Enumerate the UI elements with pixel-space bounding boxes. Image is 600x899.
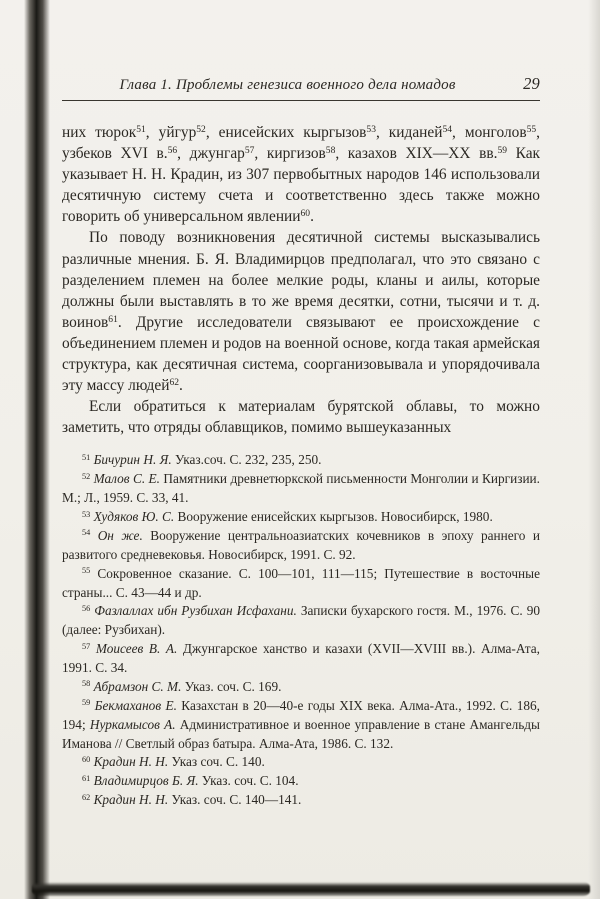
footnote-number: 59 xyxy=(82,698,91,708)
footnote-item xyxy=(62,451,540,470)
text-run: них тюрок xyxy=(62,124,137,141)
text-run: . Другие исследователи связывают ее происхождение с объединением племен и родов на военной основе, когда такая армейская структура, как десятичная система, соорганизовывала и упорядочивала эту массу людей xyxy=(62,313,540,395)
body-text xyxy=(62,122,540,438)
header-rule xyxy=(62,100,540,101)
footnote-number: 55 xyxy=(82,566,91,576)
page-content xyxy=(62,74,540,810)
footnote-number: 60 xyxy=(82,754,91,764)
author-name: Крадин Н. Н. xyxy=(93,754,169,770)
footnote-item xyxy=(62,565,540,603)
footnote-number: 62 xyxy=(82,792,91,802)
author-name: Худяков Ю. С. xyxy=(93,509,175,525)
author-name: Владимирцов Б. Я. xyxy=(93,773,199,789)
author-name: Бичурин Н. Я. xyxy=(93,452,172,468)
text-run: Вооружение енисейских кыргызов. Новосибирск, 1980. xyxy=(174,509,493,525)
footnote-ref: 58 xyxy=(325,144,336,156)
author-name: Абрамзон С. М. xyxy=(93,678,182,694)
footnote-item xyxy=(62,678,540,697)
author-name: Крадин Н. Н. xyxy=(93,792,169,808)
text-run: Записки бухарского гостя. М., 1976. С. 90 (далее: Рузбихан). xyxy=(62,603,541,638)
text-run: Административное и военное управление в стане Амангельды Иманова // Светлый образ батыра. Алма-Ата, 1986. С. 132. xyxy=(62,716,540,751)
footnote-ref: 53 xyxy=(366,123,376,135)
footnote-ref: 62 xyxy=(169,376,179,388)
footnote-number: 53 xyxy=(82,509,91,519)
author-name: Нуркамысов А. xyxy=(89,716,176,732)
text-run: Памятники древнетюркской письменности Монголии и Киргизии. М.; Л., 1959. С. 33, 41. xyxy=(62,471,541,506)
body-paragraph xyxy=(62,396,540,438)
body-paragraph xyxy=(62,122,540,227)
author-name: Малов С. Е. xyxy=(93,471,160,487)
footnote-ref: 54 xyxy=(442,123,453,135)
footnote-item xyxy=(62,640,540,678)
text-run: Указ.соч. С. 232, 235, 250. xyxy=(171,452,322,468)
footnote-ref: 57 xyxy=(244,144,255,156)
text-run: , джунгар xyxy=(177,145,245,163)
author-name: Моисеев В. А. xyxy=(95,641,178,657)
footnote-number: 58 xyxy=(82,679,91,689)
scan-bottom-edge xyxy=(32,882,590,896)
text-run: Вооружение центральноазиатских кочевников в эпоху раннего и развитого средневековья. Новосибирск, 1991. С. 92. xyxy=(62,527,540,562)
footnote-ref: 60 xyxy=(300,208,311,220)
body-paragraph xyxy=(62,227,540,396)
text-run: , узбеков XVI в. xyxy=(62,124,540,163)
footnote-item xyxy=(62,772,540,791)
author-name: Бекмаханов Е. xyxy=(94,697,177,713)
text-run: Указ. соч. С. 169. xyxy=(181,678,282,694)
footnote-ref: 56 xyxy=(167,144,178,156)
footnote-number: 57 xyxy=(82,641,91,651)
footnote-item xyxy=(62,508,540,527)
running-header xyxy=(62,74,540,94)
text-run: , уйгур xyxy=(145,124,197,141)
footnote-item xyxy=(62,697,540,754)
text-run: Указ соч. С. 140. xyxy=(168,754,265,770)
text-run: , киргизов xyxy=(254,145,326,163)
text-run: Если обратиться к материалам бурятской облавы, то можно заметить, что отряды облавщиков, помимо вышеуказанных xyxy=(62,398,540,437)
footnote-ref: 59 xyxy=(497,144,508,156)
footnote-item xyxy=(62,602,540,640)
text-run: Указ. соч. С. 140—141. xyxy=(168,792,302,808)
text-run: Джунгарское ханство и казахи (XVII—XVIII вв.). Алма-Ата, 1991. С. 34. xyxy=(62,641,540,676)
chapter-title: Глава 1. Проблемы генезиса военного дела номадов xyxy=(119,77,456,93)
footnote-number: 56 xyxy=(82,603,91,613)
author-name: Фазлаллах ибн Рузбихан Исфахани. xyxy=(94,603,297,619)
footnote-item xyxy=(62,527,540,565)
footnote-item xyxy=(62,470,540,508)
footnote-ref: 61 xyxy=(108,313,118,325)
text-run: , монголов xyxy=(452,124,527,141)
text-run: , киданей xyxy=(375,124,443,141)
text-run: . xyxy=(310,208,314,226)
page-right-shade xyxy=(588,0,600,899)
footnote-item xyxy=(62,791,540,810)
footnote-ref: 55 xyxy=(526,123,537,135)
text-run: Казахстан в 20—40-е годы XIX века. Алма-Ата., 1992. С. 186, 194; xyxy=(62,697,541,732)
footnote-ref: 52 xyxy=(196,123,206,135)
footnote-ref: 51 xyxy=(136,123,146,135)
text-run: Указ. соч. С. 104. xyxy=(198,773,299,789)
footnote-number: 61 xyxy=(82,773,91,783)
author-name: Он же. xyxy=(97,527,143,543)
text-run: . xyxy=(178,377,183,395)
text-run: , енисейских кыргызов xyxy=(205,124,367,141)
text-run: Сокровенное сказание. С. 100—101, 111—115; Путешествие в восточные страны... С. 43—44 и др. xyxy=(62,565,540,600)
footnote-item xyxy=(62,753,540,772)
text-run: Как указывает Н. Н. Крадин, из 307 первобытных народов 146 использовали десятичную систему счета и соответственно здесь также можно говорить об универсальном явлении xyxy=(62,145,541,226)
footnote-number: 51 xyxy=(82,452,91,462)
text-run: , казахов XIX—XX вв. xyxy=(335,145,498,163)
footnote-number: 54 xyxy=(82,528,91,538)
footnotes-section xyxy=(62,451,540,810)
page-number: 29 xyxy=(523,74,540,93)
text-run: По поводу возникновения десятичной системы высказывались различные мнения. Б. Я. Владимирцов предполагал, что это связано с разделением племен на более мелкие роды, кланы и аилы, которые должны были выставлять в то же время десятки, сотни, тысячи и т. д. воинов xyxy=(62,229,540,331)
footnote-number: 52 xyxy=(82,471,91,481)
binding-shadow xyxy=(24,0,50,899)
